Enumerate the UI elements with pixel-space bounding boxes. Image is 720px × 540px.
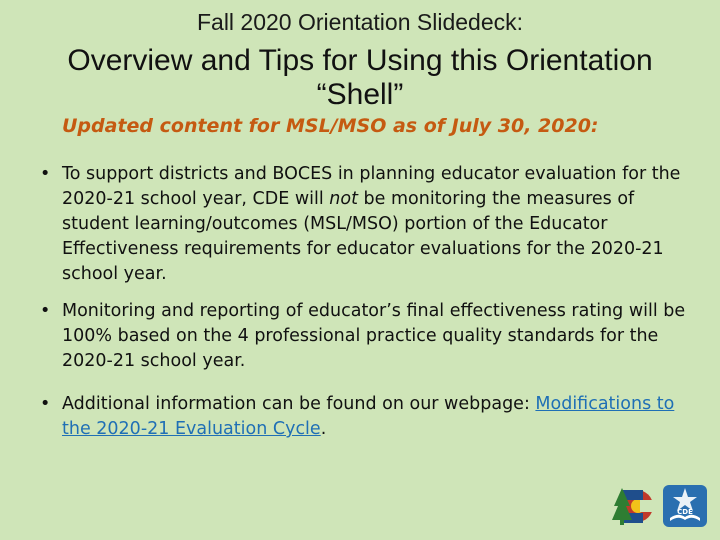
bullet-list: [40, 162, 700, 442]
bullet-text: Additional information can be found on our webpage:: [62, 394, 536, 414]
bullet-text: Monitoring and reporting of educator’s final effectiveness rating will be 100% based on the 4 professional practice quality standards for the 2020-21 school year.: [62, 301, 686, 371]
cde-logo-text: CDE: [677, 508, 693, 516]
bullet-item-info: [40, 392, 700, 442]
slide-subtitle: Updated content for MSL/MSO as of July 30, 2020:: [62, 115, 599, 137]
bullet-item-msl: [40, 162, 700, 287]
slide-title: Overview and Tips for Using this Orientation “Shell”: [67, 44, 653, 111]
modifications-link[interactable]: Modifications to the 2020-21 Evaluation Cycle: [62, 394, 675, 439]
cde-logo: [662, 484, 708, 528]
bullet-text: To support districts and BOCES in planning educator evaluation for the 2020-21 school year, CDE will: [62, 164, 681, 209]
colorado-logo: [612, 484, 658, 526]
bullet-item-rating: [40, 299, 700, 374]
bullet-emphasis: not: [329, 189, 358, 209]
bullet-text: .: [320, 419, 327, 439]
colorado-c-gap: [640, 500, 658, 512]
bullet-text: be monitoring the measures of student learning/outcomes (MSL/MSO) portion of the Educator Effectiveness requirements for educator evaluations for the 2020-21 school year.: [62, 189, 664, 284]
slide-kicker: Fall 2020 Orientation Slidedeck:: [196, 9, 524, 35]
